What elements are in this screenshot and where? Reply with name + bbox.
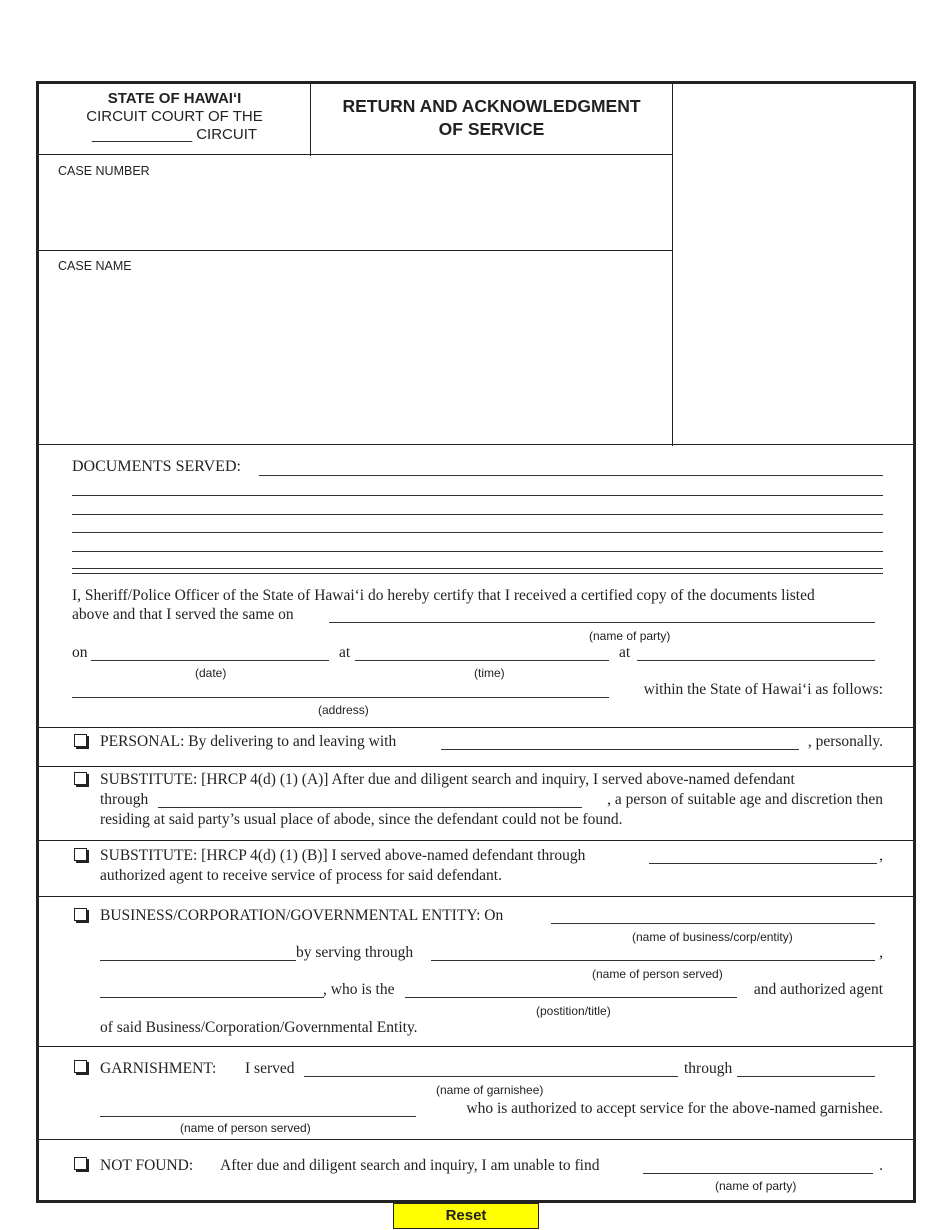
- name-of-party-caption: (name of party): [589, 629, 671, 643]
- business-line1: BUSINESS/CORPORATION/GOVERNMENTAL ENTITY: On: [100, 907, 504, 924]
- business-comma: ,: [879, 944, 883, 961]
- title-line2: OF SERVICE: [438, 119, 545, 139]
- section-line-not-found: [39, 1139, 913, 1140]
- address-field[interactable]: [72, 697, 609, 698]
- personal-name-field[interactable]: [441, 749, 799, 750]
- documents-line-4[interactable]: [72, 532, 883, 533]
- title-line1: RETURN AND ACKNOWLEDGMENT: [342, 96, 641, 116]
- substitute-a-through: through: [100, 791, 149, 808]
- substitute-a-line3: residing at said party’s usual place of abode, since the defendant could not be found.: [100, 811, 623, 828]
- garnishment-checkbox[interactable]: [74, 1060, 87, 1073]
- not-found-text: After due and diligent search and inquiry, I am unable to find: [220, 1157, 600, 1174]
- not-found-checkbox[interactable]: [74, 1157, 87, 1170]
- person-served-caption: (name of person served): [592, 967, 723, 981]
- header-bottom-line: [39, 154, 673, 155]
- garnishment-through: through: [684, 1060, 733, 1077]
- business-checkbox[interactable]: [74, 908, 87, 921]
- substitute-a-person-field[interactable]: [158, 807, 582, 808]
- case-number-bottom-line: [39, 250, 673, 251]
- business-who-field[interactable]: [100, 997, 324, 998]
- substitute-a-checkbox[interactable]: [74, 772, 87, 785]
- circuit-blank[interactable]: ____________: [91, 126, 193, 143]
- court-block: [39, 90, 310, 144]
- and-authorized-agent: and authorized agent: [753, 981, 883, 998]
- not-found-label: NOT FOUND:: [100, 1157, 194, 1174]
- section-line-personal: [39, 727, 913, 728]
- substitute-b-checkbox[interactable]: [74, 848, 87, 861]
- i-served: I served: [245, 1060, 295, 1077]
- documents-line-1[interactable]: [259, 475, 883, 476]
- business-person-field[interactable]: [431, 960, 875, 961]
- business-name-caption: (name of business/corp/entity): [632, 930, 793, 944]
- documents-line-7: [72, 573, 883, 574]
- substitute-a-line1: SUBSTITUTE: [HRCP 4(d) (1) (A)] After due and diligent search and inquiry, I served above-named defendant: [100, 771, 795, 788]
- address-caption: (address): [318, 703, 369, 717]
- substitute-a-line2-suffix: , a person of suitable age and discretion then: [607, 791, 883, 808]
- certification-line2: above and that I served the same on: [72, 606, 294, 623]
- date-field[interactable]: [91, 660, 329, 661]
- section-line-garnishment: [39, 1046, 913, 1047]
- garnishment-through-field[interactable]: [737, 1076, 875, 1077]
- case-name-label: CASE NAME: [58, 259, 132, 273]
- documents-served-label: DOCUMENTS SERVED:: [72, 458, 241, 475]
- circuit-word: CIRCUIT: [196, 126, 258, 143]
- court-use-box: [675, 86, 911, 442]
- at-label-2: at: [619, 644, 631, 661]
- documents-line-3[interactable]: [72, 514, 883, 515]
- name-of-party-field[interactable]: [329, 622, 875, 623]
- substitute-b-comma: ,: [879, 847, 883, 864]
- business-line4: of said Business/Corporation/Governmental Entity.: [100, 1019, 418, 1036]
- who-is-the: , who is the: [323, 981, 395, 998]
- time-field[interactable]: [355, 660, 609, 661]
- state-name: STATE OF HAWAIʻI: [107, 90, 242, 107]
- garnishment-person-caption: (name of person served): [180, 1121, 311, 1135]
- documents-line-5[interactable]: [72, 551, 883, 552]
- reset-button[interactable]: Reset: [393, 1203, 539, 1229]
- time-caption: (time): [474, 666, 505, 680]
- personal-text: PERSONAL: By delivering to and leaving with: [100, 733, 397, 750]
- business-date-field[interactable]: [100, 960, 296, 961]
- who-authorized-text: who is authorized to accept service for the above-named garnishee.: [466, 1100, 883, 1117]
- case-number-label: CASE NUMBER: [58, 164, 150, 178]
- certification-line1: I, Sheriff/Police Officer of the State of Hawaiʻi do hereby certify that I received a certified copy of the documents listed: [72, 587, 815, 604]
- not-found-period: .: [879, 1157, 883, 1174]
- substitute-b-line1: SUBSTITUTE: [HRCP 4(d) (1) (B)] I served above-named defendant through: [100, 847, 586, 864]
- garnishee-caption: (name of garnishee): [436, 1083, 544, 1097]
- position-title-caption: (postition/title): [536, 1004, 611, 1018]
- place-field[interactable]: [637, 660, 875, 661]
- substitute-b-agent-field[interactable]: [649, 863, 877, 864]
- not-found-caption: (name of party): [715, 1179, 797, 1193]
- caption-bottom-line: [39, 444, 913, 445]
- personal-suffix: , personally.: [807, 733, 883, 750]
- right-column-divider: [672, 84, 673, 446]
- by-serving-through: by serving through: [296, 944, 414, 961]
- form-title: [311, 95, 672, 141]
- within-state-text: within the State of Hawaiʻi as follows:: [643, 681, 883, 698]
- garnishment-person-field[interactable]: [100, 1116, 416, 1117]
- at-label-1: at: [339, 644, 351, 661]
- not-found-party-field[interactable]: [643, 1173, 873, 1174]
- garnishee-field[interactable]: [304, 1076, 678, 1077]
- case-name-field[interactable]: [41, 276, 671, 442]
- case-number-field[interactable]: [41, 180, 671, 248]
- documents-line-6[interactable]: [72, 568, 883, 569]
- section-line-sub-a: [39, 766, 913, 767]
- section-line-business: [39, 896, 913, 897]
- on-label: on: [72, 644, 88, 661]
- date-caption: (date): [195, 666, 227, 680]
- service-form: [36, 81, 916, 1203]
- substitute-b-line2: authorized agent to receive service of process for said defendant.: [100, 867, 502, 884]
- court-line: CIRCUIT COURT OF THE: [86, 108, 263, 125]
- section-line-sub-b: [39, 840, 913, 841]
- business-title-field[interactable]: [405, 997, 737, 998]
- documents-line-2[interactable]: [72, 495, 883, 496]
- personal-checkbox[interactable]: [74, 734, 87, 747]
- garnishment-label: GARNISHMENT:: [100, 1060, 217, 1077]
- business-name-field[interactable]: [551, 923, 875, 924]
- circuit-line: [39, 126, 310, 144]
